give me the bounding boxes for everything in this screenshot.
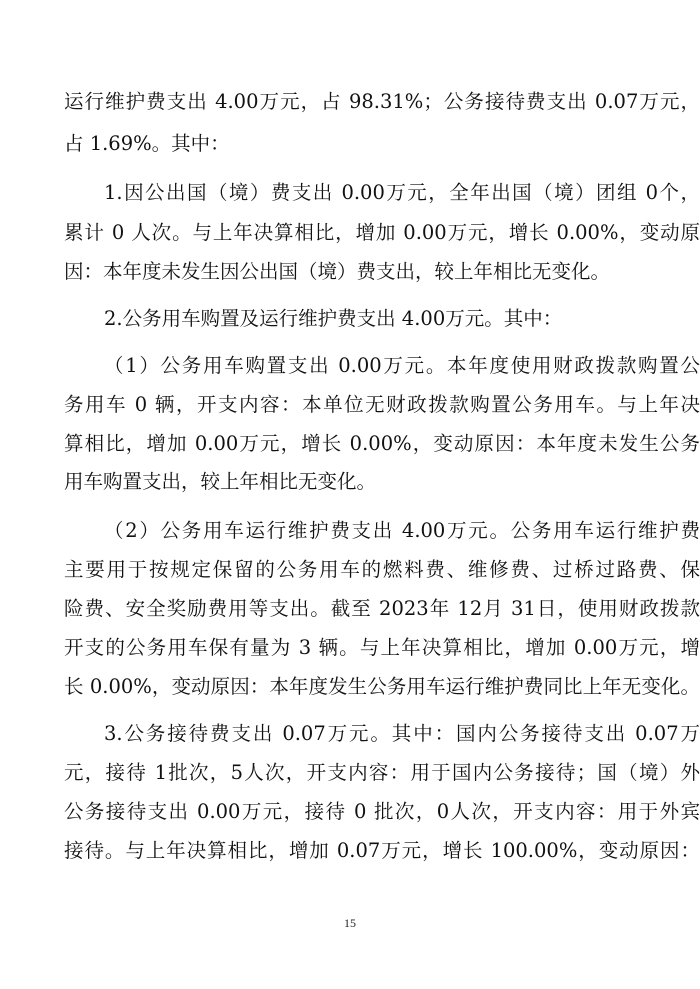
text-line: 因：本年度未发生因公出国（境）费支出，较上年相比无变化。 — [64, 260, 611, 283]
text-line: 算相比，增加 0.00万元，增长 0.00%，变动原因：本年度未发生公务 — [64, 432, 700, 455]
text-line: 2.公务用车购置及运行维护费支出 4.00万元。其中： — [104, 307, 563, 330]
text-line: （1）公务用车购置支出 0.00万元。本年度使用财政拨款购置公 — [104, 354, 700, 377]
text-line: 累计 0 人次。与上年决算相比，增加 0.00万元，增长 0.00%，变动原 — [64, 221, 700, 244]
text-line: 元，接待 1批次，5人次，开支内容：用于国内公务接待；国（境）外 — [64, 761, 700, 784]
text-line: 开支的公务用车保有量为 3 辆。与上年决算相比，增加 0.00万元，增 — [64, 636, 700, 659]
text-line: 务用车 0 辆，开支内容：本单位无财政拨款购置公务用车。与上年决 — [64, 393, 700, 416]
text-line: 接待。与上年决算相比，增加 0.07万元，增长 100.00%，变动原因： — [64, 839, 700, 862]
text-line: （2）公务用车运行维护费支出 4.00万元。公务用车运行维护费 — [104, 519, 700, 542]
page-number: 15 — [344, 916, 356, 930]
text-line: 占 1.69%。其中： — [64, 132, 230, 155]
text-line: 用车购置支出，较上年相比无变化。 — [64, 470, 377, 493]
text-line: 险费、安全奖励费用等支出。截至 2023年 12月 31日，使用财政拨款 — [64, 597, 700, 620]
text-line: 运行维护费支出 4.00万元，占 98.31%；公务接待费支出 0.07万元， — [64, 90, 700, 113]
text-line: 1.因公出国（境）费支出 0.00万元，全年出国（境）团组 0个， — [104, 181, 700, 204]
text-line: 长 0.00%，变动原因：本年度发生公务用车运行维护费同比上年无变化。 — [64, 675, 700, 698]
text-line: 3.公务接待费支出 0.07万元。其中：国内公务接待支出 0.07万 — [104, 722, 700, 745]
text-line: 公务接待支出 0.00万元，接待 0 批次，0人次，开支内容：用于外宾 — [64, 800, 700, 823]
text-line: 主要用于按规定保留的公务用车的燃料费、维修费、过桥过路费、保 — [64, 558, 700, 581]
